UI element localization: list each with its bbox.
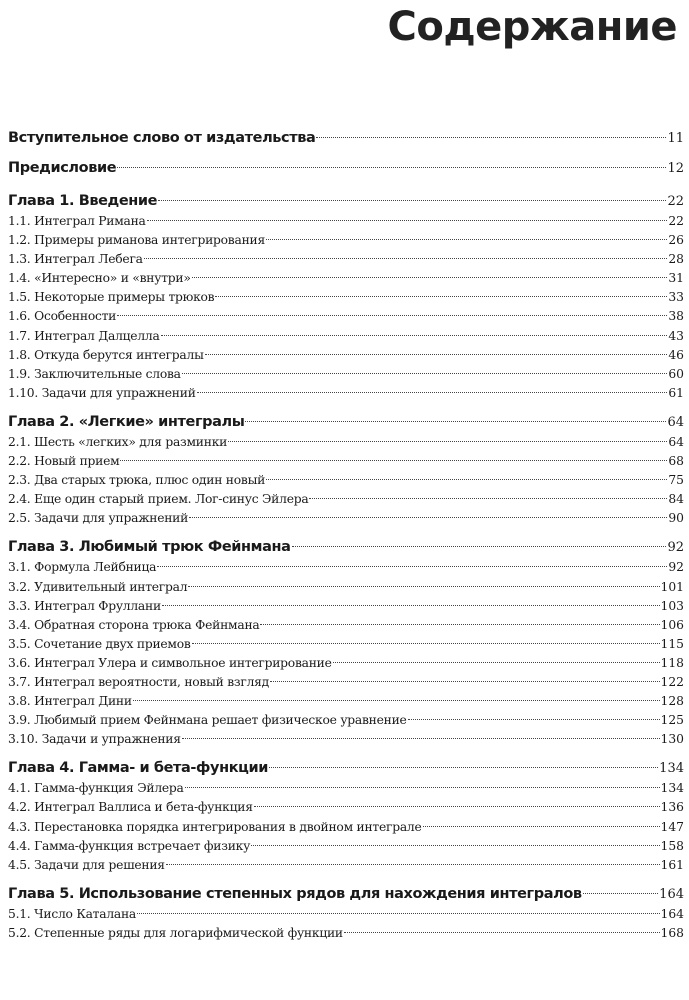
- toc-section-entry[interactable]: [8, 818, 684, 837]
- toc-entry-title: 3.7. Интеграл вероятности, новый взгляд: [8, 674, 269, 689]
- toc-entry-page-number: 130: [660, 732, 684, 747]
- toc-entry-title: 3.8. Интеграл Дини: [8, 694, 132, 709]
- dot-leader: [316, 137, 666, 138]
- toc-front-matter-entry[interactable]: [8, 155, 684, 182]
- toc-entry-title: 1.4. «Интересно» и «внутри»: [8, 271, 191, 286]
- toc-entry-title: 1.8. Откуда берутся интегралы: [8, 347, 204, 362]
- dot-leader: [260, 624, 659, 625]
- toc-section-entry[interactable]: [8, 471, 684, 490]
- toc-entry-title: Предисловие: [8, 160, 117, 176]
- dot-leader: [408, 719, 660, 720]
- toc-entry-page-number: 43: [668, 328, 684, 343]
- toc-section-entry[interactable]: [8, 692, 684, 711]
- toc-section-entry[interactable]: [8, 558, 684, 577]
- toc-section-entry[interactable]: [8, 212, 684, 231]
- toc-section-entry[interactable]: [8, 250, 684, 269]
- toc-entry-page-number: 68: [668, 454, 684, 469]
- toc-entry-title: 2.2. Новый прием: [8, 454, 120, 469]
- dot-leader: [188, 586, 659, 587]
- toc-entry-title: Глава 1. Введение: [8, 193, 158, 209]
- toc-entry-title: Глава 2. «Легкие» интегралы: [8, 413, 245, 430]
- dot-leader: [192, 277, 668, 278]
- dot-leader: [266, 239, 667, 240]
- toc-entry-title: Глава 3. Любимый трюк Фейнмана: [8, 539, 291, 556]
- toc-section-entry[interactable]: [8, 779, 684, 798]
- toc-entry-title: 3.5. Сочетание двух приемов: [8, 636, 191, 651]
- toc-section-entry[interactable]: [8, 856, 684, 875]
- toc-entry-title: 1.5. Некоторые примеры трюков: [8, 290, 215, 305]
- toc-entry-page-number: 101: [660, 579, 684, 594]
- toc-entry-page-number: 136: [660, 800, 684, 815]
- toc-section-entry[interactable]: [8, 269, 684, 288]
- dot-leader: [270, 681, 660, 682]
- toc-entry-title: 5.2. Степенные ряды для логарифмической функции: [8, 925, 343, 940]
- toc-section-entry[interactable]: [8, 346, 684, 365]
- toc-entry-page-number: 26: [668, 233, 684, 248]
- dot-leader: [333, 662, 660, 663]
- dot-leader: [162, 605, 660, 606]
- toc-entry-title: 3.10. Задачи и упражнения: [8, 732, 181, 747]
- toc-entry-page-number: 92: [668, 560, 684, 575]
- dot-leader: [266, 479, 667, 480]
- dot-leader: [309, 498, 667, 499]
- toc-section-entry[interactable]: [8, 433, 684, 452]
- toc-entry-title: Глава 5. Использование степенных рядов для нахождения интегралов: [8, 885, 582, 902]
- toc-section-entry[interactable]: [8, 365, 684, 384]
- toc-entry-title: 1.3. Интеграл Лебега: [8, 252, 143, 267]
- toc-entry-title: 2.4. Еще один старый прием. Лог-синус Эйлера: [8, 492, 309, 507]
- toc-entry-page-number: 103: [660, 598, 684, 613]
- dot-leader: [344, 932, 660, 933]
- toc-entry-title: 3.6. Интеграл Улера и символьное интегрирование: [8, 655, 332, 670]
- toc-section-entry[interactable]: [8, 711, 684, 730]
- toc-section-entry[interactable]: [8, 288, 684, 307]
- toc-entry-page-number: 75: [668, 473, 684, 488]
- dot-leader: [117, 167, 666, 168]
- toc-chapter-entry[interactable]: [8, 537, 684, 558]
- toc-section-entry[interactable]: [8, 905, 684, 924]
- toc-entry-page-number: 61: [668, 385, 684, 400]
- toc-entry-page-number: 84: [668, 492, 684, 507]
- toc-section-entry[interactable]: [8, 924, 684, 943]
- toc-entry-page-number: 128: [660, 694, 684, 709]
- page-title: Содержание: [387, 4, 677, 50]
- dot-leader: [245, 421, 666, 422]
- toc-entry-page-number: 64: [667, 414, 684, 430]
- toc-section-entry[interactable]: [8, 327, 684, 346]
- toc-entry-page-number: 38: [668, 309, 684, 324]
- table-of-contents: [8, 125, 684, 943]
- dot-leader: [583, 893, 659, 894]
- toc-chapter-entry[interactable]: [8, 758, 684, 779]
- toc-section-entry[interactable]: [8, 597, 684, 616]
- toc-chapter-entry[interactable]: [8, 884, 684, 905]
- toc-entry-page-number: 168: [660, 925, 684, 940]
- toc-chapter-entry[interactable]: [8, 191, 684, 212]
- toc-entry-title: 1.2. Примеры риманова интегрирования: [8, 233, 265, 248]
- toc-section-entry[interactable]: [8, 384, 684, 403]
- toc-entry-page-number: 115: [660, 636, 684, 651]
- dot-leader: [182, 738, 660, 739]
- dot-leader: [157, 566, 667, 567]
- dot-leader: [215, 296, 667, 297]
- toc-entry-title: 2.3. Два старых трюка, плюс один новый: [8, 473, 266, 488]
- toc-entry-page-number: 92: [667, 540, 684, 556]
- toc-entry-title: 4.5. Задачи для решения: [8, 857, 165, 872]
- toc-entry-title: 3.2. Удивительный интеграл: [8, 579, 188, 594]
- toc-chapter-entry[interactable]: [8, 412, 684, 433]
- toc-entry-title: 3.3. Интеграл Фруллани: [8, 598, 161, 613]
- toc-section-entry[interactable]: [8, 452, 684, 471]
- toc-entry-title: 1.6. Особенности: [8, 309, 117, 324]
- dot-leader: [147, 220, 668, 221]
- toc-section-entry[interactable]: [8, 654, 684, 673]
- dot-leader: [182, 373, 668, 374]
- toc-entry-page-number: 134: [660, 781, 684, 796]
- dot-leader: [185, 787, 660, 788]
- dot-leader: [269, 767, 658, 768]
- toc-entry-title: Вступительное слово от издательства: [8, 130, 316, 146]
- toc-entry-page-number: 60: [668, 366, 684, 381]
- toc-entry-title: 4.1. Гамма-функция Эйлера: [8, 781, 184, 796]
- dot-leader: [197, 392, 668, 393]
- toc-entry-page-number: 134: [659, 761, 684, 777]
- dot-leader: [205, 354, 668, 355]
- toc-entry-title: Глава 4. Гамма- и бета-функции: [8, 760, 269, 777]
- dot-leader: [120, 460, 667, 461]
- toc-section-entry[interactable]: [8, 509, 684, 528]
- toc-entry-title: 3.4. Обратная сторона трюка Фейнмана: [8, 617, 260, 632]
- dot-leader: [144, 258, 668, 259]
- dot-leader: [117, 315, 667, 316]
- dot-leader: [292, 546, 667, 547]
- toc-section-entry[interactable]: [8, 616, 684, 635]
- dot-leader: [166, 864, 660, 865]
- toc-entry-page-number: 164: [659, 886, 684, 902]
- toc-section-entry[interactable]: [8, 307, 684, 326]
- dot-leader: [423, 826, 660, 827]
- toc-entry-page-number: 164: [660, 906, 684, 921]
- dot-leader: [161, 335, 668, 336]
- toc-entry-title: 4.4. Гамма-функция встречает физику: [8, 838, 251, 853]
- toc-entry-page-number: 64: [668, 434, 684, 449]
- toc-section-entry[interactable]: [8, 490, 684, 509]
- toc-entry-title: 1.10. Задачи для упражнений: [8, 385, 196, 400]
- toc-entry-title: 3.9. Любимый прием Фейнмана решает физическое уравнение: [8, 713, 407, 728]
- toc-entry-title: 3.1. Формула Лейбница: [8, 560, 157, 575]
- toc-entry-title: 4.2. Интеграл Валлиса и бета-функция: [8, 800, 253, 815]
- toc-section-entry[interactable]: [8, 798, 684, 817]
- toc-entry-page-number: 22: [667, 194, 684, 209]
- toc-entry-title: 1.7. Интеграл Далцелла: [8, 328, 160, 343]
- toc-entry-page-number: 90: [668, 511, 684, 526]
- toc-section-entry[interactable]: [8, 635, 684, 654]
- toc-entry-title: 1.9. Заключительные слова: [8, 366, 181, 381]
- dot-leader: [158, 200, 666, 201]
- toc-entry-title: 1.1. Интеграл Римана: [8, 214, 146, 228]
- toc-entry-title: 5.1. Число Каталана: [8, 906, 136, 921]
- toc-front-matter-entry[interactable]: [8, 125, 684, 152]
- toc-entry-page-number: 106: [660, 617, 684, 632]
- toc-section-entry[interactable]: [8, 673, 684, 692]
- toc-entry-page-number: 33: [668, 290, 684, 305]
- dot-leader: [189, 517, 667, 518]
- toc-entry-page-number: 158: [660, 838, 684, 853]
- toc-section-entry[interactable]: [8, 231, 684, 250]
- toc-entry-title: 2.1. Шесть «легких» для разминки: [8, 434, 228, 449]
- toc-entry-title: 2.5. Задачи для упражнений: [8, 511, 189, 526]
- toc-entry-page-number: 22: [668, 214, 684, 228]
- toc-entry-page-number: 28: [668, 252, 684, 267]
- toc-entry-page-number: 12: [667, 161, 684, 176]
- dot-leader: [251, 845, 659, 846]
- toc-section-entry[interactable]: [8, 578, 684, 597]
- toc-entry-page-number: 125: [660, 713, 684, 728]
- toc-entry-page-number: 161: [660, 857, 684, 872]
- dot-leader: [192, 643, 660, 644]
- toc-entry-page-number: 147: [660, 819, 684, 834]
- toc-section-entry[interactable]: [8, 730, 684, 749]
- dot-leader: [137, 913, 660, 914]
- dot-leader: [228, 441, 667, 442]
- toc-entry-title: 4.3. Перестановка порядка интегрирования в двойном интеграле: [8, 819, 422, 834]
- toc-entry-page-number: 46: [668, 347, 684, 362]
- toc-entry-page-number: 31: [668, 271, 684, 286]
- dot-leader: [133, 700, 660, 701]
- toc-section-entry[interactable]: [8, 837, 684, 856]
- dot-leader: [254, 806, 660, 807]
- toc-entry-page-number: 118: [660, 655, 684, 670]
- toc-entry-page-number: 122: [660, 674, 684, 689]
- toc-entry-page-number: 11: [667, 131, 684, 146]
